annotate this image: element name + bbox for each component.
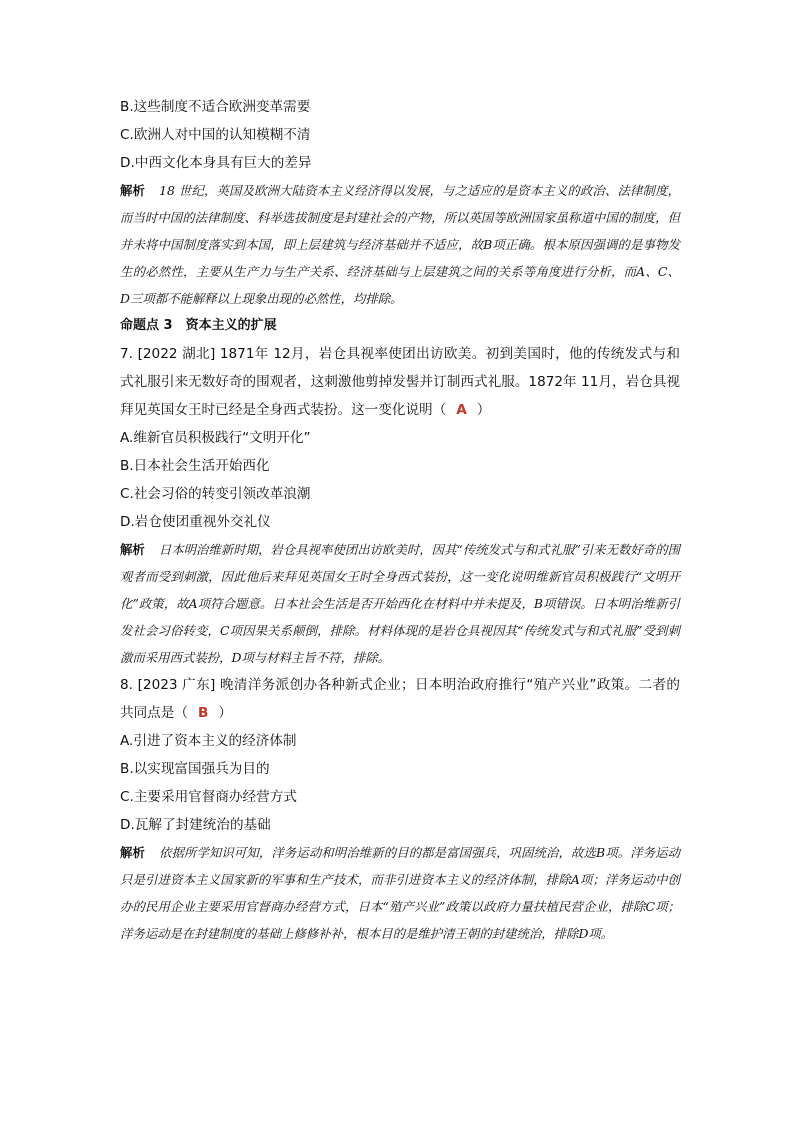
analysis-label: 解析 bbox=[120, 183, 146, 198]
q8-option-b: B.以实现富国强兵为目的 bbox=[120, 761, 270, 777]
question-8-stem-end: ） bbox=[218, 705, 232, 721]
q8-option-d: D.瓦解了封建统治的基础 bbox=[120, 817, 271, 833]
analysis-1 bbox=[120, 177, 680, 312]
analysis-7 bbox=[120, 536, 680, 671]
q8-option-c: C.主要采用官督商办经营方式 bbox=[120, 789, 297, 805]
q7-option-d: D.岩仓使团重视外交礼仪 bbox=[120, 514, 271, 530]
question-7-text: 7. [2022 湖北] 1871年 12月，岩仓具视率使团出访欧美。初到美国时，他的传统发式与和式礼服引来无数好奇的围观者，这刺激他剪掉发髻并订制西式礼服。1872年 11月，岩仓具视拜见英国女王时已经是全身西式装扮。这一变化说明（ bbox=[120, 346, 680, 418]
option-d: D.中西文化本身具有巨大的差异 bbox=[120, 155, 312, 171]
analysis-label: 解析 bbox=[120, 542, 145, 557]
section-heading: 命题点 3 资本主义的扩展 bbox=[120, 318, 277, 333]
analysis-text: 18 世纪，英国及欧洲大陆资本主义经济得以发展，与之适应的是资本主义的政治、法律制度，而当时中国的法律制度、科举选拔制度是封建社会的产物，所以英国等欧洲国家虽称道中国的制度，但并未将中国制度落实到本国，即上层建筑与经济基础并不适应，故B项正确。根本原因强调的是事物发生的必然性，主要从生产力与生产关系、经济基础与上层建筑之间的关系等角度进行分析，而A、C、D三项都不能解释以上现象出现的必然性，均排除。 bbox=[120, 183, 680, 306]
q7-option-c: C.社会习俗的转变引领改革浪潮 bbox=[120, 486, 311, 502]
document-body bbox=[120, 93, 680, 947]
option-c: C.欧洲人对中国的认知模糊不清 bbox=[120, 127, 311, 143]
question-7-stem bbox=[120, 340, 680, 424]
question-8-answer: B bbox=[197, 705, 209, 721]
q7-option-a: A.维新官员积极践行“文明开化” bbox=[120, 430, 311, 446]
analysis-8 bbox=[120, 839, 680, 947]
analysis-label: 解析 bbox=[120, 845, 145, 860]
q8-option-a: A.引进了资本主义的经济体制 bbox=[120, 733, 297, 749]
question-7-answer: A bbox=[456, 402, 467, 418]
question-8-stem bbox=[120, 671, 680, 727]
question-7-stem-end: ） bbox=[476, 402, 491, 418]
q7-option-b: B.日本社会生活开始西化 bbox=[120, 458, 270, 474]
question-8-text: 8. [2023 广东] 晚清洋务派创办各种新式企业；日本明治政府推行“殖产兴业”政策。二者的共同点是（ bbox=[120, 677, 680, 721]
analysis-text: 依据所学知识可知，洋务运动和明治维新的目的都是富国强兵，巩固统治，故选B项。洋务运动只是引进资本主义国家新的军事和生产技术，而非引进资本主义的经济体制，排除A项；洋务运动中创办的民用企业主要采用官督商办经营方式，日本“殖产兴业”政策以政府力量扶植民营企业，排除C项；洋务运动是在封建制度的基础上修修补补，根本目的是维护清王朝的封建统治，排除D项。 bbox=[120, 845, 681, 941]
analysis-text: 日本明治维新时期，岩仓具视率使团出访欧美时，因其“传统发式与和式礼服”引来无数好奇的围观者而受到刺激，因此他后来拜见英国女王时全身西式装扮，这一变化说明维新官员积极践行“文明开化”政策，故A项符合题意。日本社会生活是否开始西化在材料中并未提及，B项错误。日本明治维新引发社会习俗转变，C项因果关系颠倒，排除。材料体现的是岩仓具视因其“传统发式与和式礼服”受到刺激而采用西式装扮，D项与材料主旨不符，排除。 bbox=[120, 542, 681, 665]
option-b: B.这些制度不适合欧洲变革需要 bbox=[120, 99, 311, 115]
